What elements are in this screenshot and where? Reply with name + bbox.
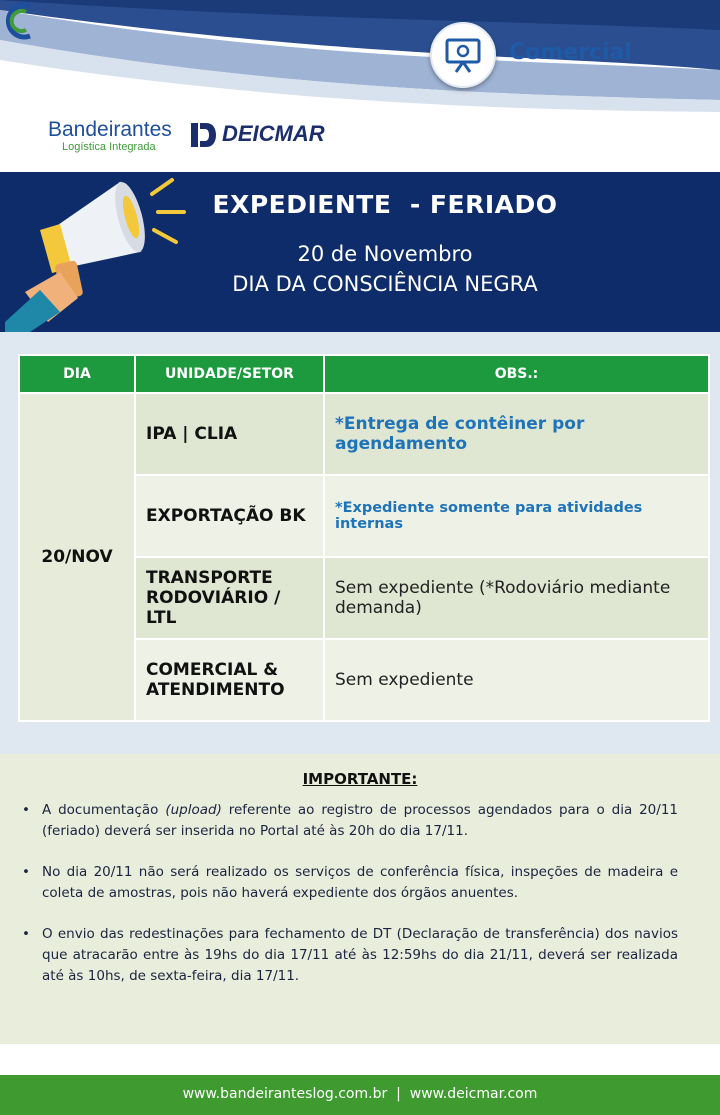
header-unidade-setor: UNIDADE/SETOR: [135, 355, 324, 393]
footer: [0, 1075, 720, 1115]
day-cell: 20/NOV: [19, 393, 135, 721]
note1-text: A documentação: [42, 802, 166, 818]
unit-cell: TRANSPORTE RODOVIÁRIO / LTL: [135, 557, 324, 639]
obs-cell: *Expediente somente para atividades internas: [324, 475, 709, 557]
unit-cell: EXPORTAÇÃO BK: [135, 475, 324, 557]
table-header-row: [19, 355, 709, 393]
important-notes-list: [22, 800, 678, 1007]
header-obs: OBS.:: [324, 355, 709, 393]
schedule-table: [18, 354, 710, 722]
header-dia: DIA: [19, 355, 135, 393]
bandeirantes-logo-subtitle: Logística Integrada: [62, 141, 156, 153]
important-title: IMPORTANTE:: [302, 770, 418, 788]
bandeirantes-logo-icon: [0, 0, 36, 42]
table-row: [19, 393, 709, 475]
obs-cell: Sem expediente (*Rodoviário mediante demanda): [324, 557, 709, 639]
obs-cell: *Entrega de contêiner por agendamento: [324, 393, 709, 475]
unit-cell: COMERCIAL & ATENDIMENTO: [135, 639, 324, 721]
list-item: [22, 800, 678, 842]
header: [0, 0, 720, 172]
footer-links: www.bandeiranteslog.com.br | www.deicmar.com: [182, 1086, 538, 1102]
unit-cell: IPA | CLIA: [135, 393, 324, 475]
banner-title: EXPEDIENTE - FERIADO: [212, 190, 558, 219]
list-item: • No dia 20/11 não será realizado os serviços de conferência física, inspeções de madeira e coleta de amostras, pois não haverá expediente dos órgãos anuentes.: [22, 862, 678, 904]
bandeirantes-logo-text: Bandeirantes: [48, 118, 172, 141]
important-section: [0, 754, 720, 1044]
section-label: Comercial: [509, 40, 632, 65]
schedule-section: [0, 332, 720, 754]
note1-text-end: referente ao registro de processos agendados para o dia 20/11 (feriado) deverá ser inserida no Portal até às 20h do dia 17/11.: [42, 802, 678, 839]
deicmar-logo-icon: [190, 120, 218, 150]
note1-emphasis: (upload): [165, 802, 222, 818]
obs-cell: Sem expediente: [324, 639, 709, 721]
banner-occasion: DIA DA CONSCIÊNCIA NEGRA: [232, 272, 538, 296]
presentation-icon: [430, 22, 496, 88]
deicmar-logo-text: DEICMAR: [222, 121, 325, 146]
announcement-banner: [0, 172, 720, 332]
banner-date: 20 de Novembro: [297, 242, 473, 266]
list-item: • O envio das redestinações para fechamento de DT (Declaração de transferência) dos navios que atracarão entre às 19hs do dia 17/11 até às 12:59hs do dia 21/11, deverá ser realizada até às 10hs, de sexta-feira, dia 17/11.: [22, 924, 678, 987]
